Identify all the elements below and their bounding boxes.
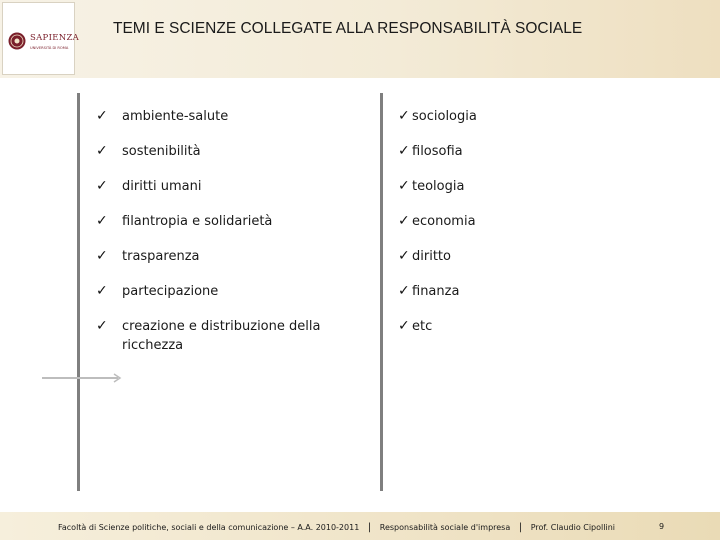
- list-item: [96, 177, 366, 196]
- item-label: trasparenza: [122, 249, 200, 264]
- page-title: TEMI E SCIENZE COLLEGATE ALLA RESPONSABILITÀ SOCIALE: [113, 20, 583, 37]
- header-band: [0, 0, 720, 78]
- arrow-right-icon: [42, 372, 126, 384]
- page-number: 9: [659, 522, 665, 531]
- related-themes-list: [96, 107, 366, 371]
- list-item: [398, 142, 658, 161]
- item-label: diritti umani: [122, 179, 202, 194]
- checkmark-icon: ✓: [96, 318, 108, 334]
- footer-professor: Prof. Claudio Cipollini: [530, 523, 615, 532]
- list-item: [96, 212, 366, 231]
- footer-faculty: Facoltà di Scienze politiche, sociali e della comunicazione – A.A. 2010-2011: [58, 523, 360, 532]
- checkmark-icon: ✓: [398, 143, 410, 159]
- item-label: filosofia: [412, 144, 463, 159]
- footer-course: Responsabilità sociale d'impresa: [379, 523, 511, 532]
- checkmark-icon: ✓: [96, 248, 108, 264]
- list-item: [398, 247, 658, 266]
- list-item: [398, 107, 658, 126]
- logo-subtitle: UNIVERSITÀ DI ROMA: [30, 46, 69, 50]
- item-label: sostenibilità: [122, 144, 201, 159]
- logo-wordmark: SAPIENZA: [30, 33, 80, 43]
- footer: [58, 522, 615, 533]
- footer-separator: |: [518, 522, 523, 533]
- seal-icon: [8, 32, 26, 50]
- list-item: [96, 142, 366, 161]
- checkmark-icon: ✓: [398, 248, 410, 264]
- list-item: [96, 317, 366, 355]
- list-item: [398, 212, 658, 231]
- list-item: [398, 282, 658, 301]
- item-label: finanza: [412, 284, 460, 299]
- checkmark-icon: ✓: [96, 143, 108, 159]
- item-label: ambiente-salute: [122, 109, 229, 124]
- item-label: teologia: [412, 179, 465, 194]
- right-vertical-rule: [380, 93, 383, 491]
- item-label: creazione e distribuzione della ricchezza: [122, 319, 321, 353]
- checkmark-icon: ✓: [398, 108, 410, 124]
- list-item: [398, 177, 658, 196]
- item-label: sociologia: [412, 109, 477, 124]
- list-item: [96, 107, 366, 126]
- related-sciences-list: [398, 107, 658, 352]
- list-item: [96, 247, 366, 266]
- checkmark-icon: ✓: [398, 213, 410, 229]
- university-logo: [2, 2, 80, 75]
- checkmark-icon: ✓: [398, 178, 410, 194]
- list-item: [398, 317, 658, 336]
- item-label: filantropia e solidarietà: [122, 214, 273, 229]
- checkmark-icon: ✓: [96, 283, 108, 299]
- checkmark-icon: ✓: [96, 178, 108, 194]
- list-item: [96, 282, 366, 301]
- checkmark-icon: ✓: [398, 283, 410, 299]
- footer-separator: |: [367, 522, 372, 533]
- item-label: etc: [412, 319, 433, 334]
- item-label: economia: [412, 214, 476, 229]
- left-vertical-rule: [77, 93, 80, 491]
- item-label: partecipazione: [122, 284, 219, 299]
- checkmark-icon: ✓: [96, 108, 108, 124]
- item-label: diritto: [412, 249, 451, 264]
- checkmark-icon: ✓: [398, 318, 410, 334]
- checkmark-icon: ✓: [96, 213, 108, 229]
